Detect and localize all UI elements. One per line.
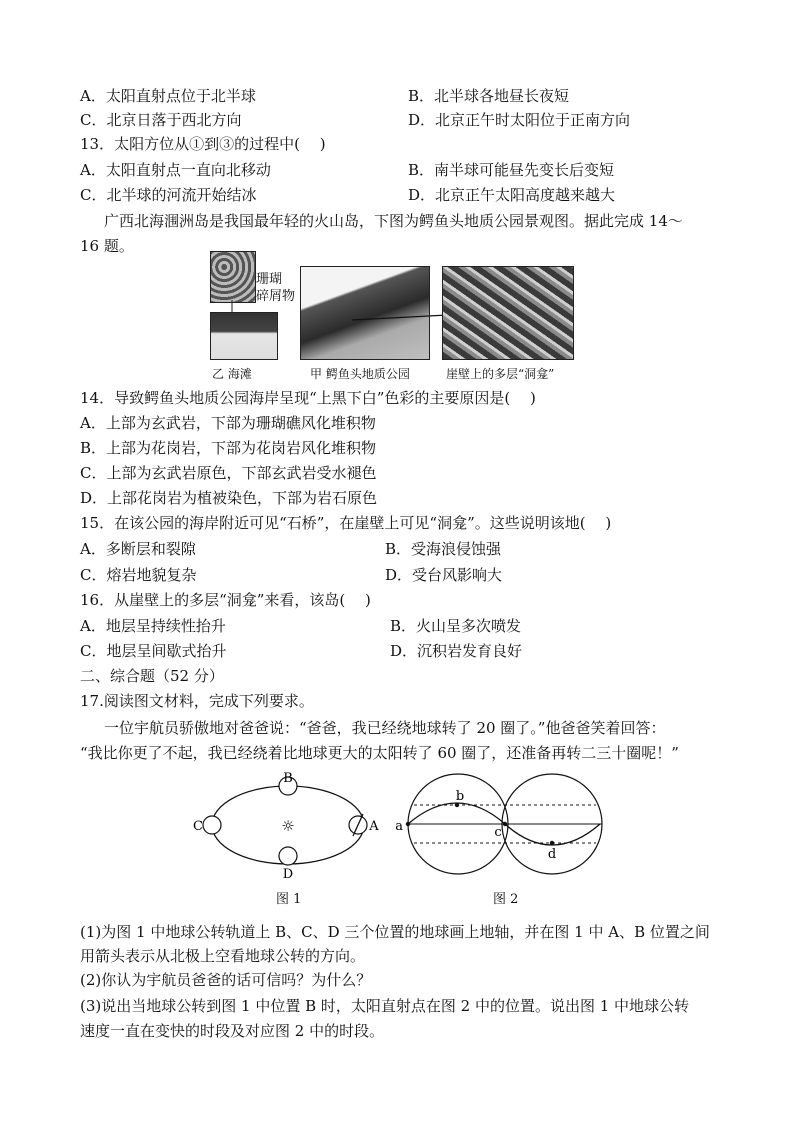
q17-sub3-line-2: 速度一直在变快的时段及对应图 2 中的时段。 — [80, 1022, 385, 1040]
figure-1-caption: 图 1 — [276, 892, 302, 907]
coral-label-2: 碎屑物 — [256, 289, 296, 304]
label-d-point: d — [547, 847, 557, 862]
intro-line-2: 16 题。 — [80, 237, 134, 255]
q17-sub1-line-2: 用箭头表示从北极上空看地球公转的方向。 — [80, 947, 366, 965]
q17-para-1: 一位宇航员骄傲地对爸爸说：“爸爸，我已经绕地球转了 20 圈了。”他爸爸笑着回答： — [104, 719, 666, 737]
q13-stem: 13．太阳方位从①到③的过程中( ) — [80, 135, 326, 153]
q13-option-c: C．北半球的河流开始结冰 — [80, 186, 257, 204]
q15-option-b: B．受海浪侵蚀强 — [385, 540, 502, 558]
beach-photo — [210, 312, 278, 360]
section-2-heading: 二、综合题（52 分） — [80, 667, 224, 685]
q12-option-a: A．太阳直射点位于北半球 — [80, 87, 256, 105]
q17-sub1-line-1: (1)为图 1 中地球公转轨道上 B、C、D 三个位置的地球画上地轴，并在图 1 中 A、B 位置之间 — [80, 923, 710, 941]
q13-option-d: D．北京正午太阳高度越来越大 — [408, 186, 616, 204]
q17-para-2: “我比你更了不起，我已经绕着比地球更大的太阳转了 60 圈了，还准备再转二三十圈呢！” — [80, 744, 679, 762]
label-c-point: c — [494, 825, 502, 840]
q17-sub3-line-1: (3)说出当地球公转到图 1 中位置 B 时，太阳直射点在图 2 中的位置。说出图 1 中地球公转 — [80, 997, 690, 1015]
q17-sub2: (2)你认为宇航员爸爸的话可信吗？为什么？ — [80, 971, 372, 989]
earth-position-d — [279, 847, 297, 865]
label-c: C — [193, 819, 203, 834]
caption-cliff: 崖壁上的多层“洞龛” — [446, 367, 555, 381]
q16-option-b: B．火山呈多次喷发 — [390, 617, 522, 635]
q13-option-b: B．南半球可能昼先变长后变短 — [408, 161, 615, 179]
label-b-point: b — [455, 789, 465, 804]
coral-label-1: 珊瑚 — [256, 272, 283, 287]
figure-2-caption: 图 2 — [493, 892, 519, 907]
earth-position-c — [203, 816, 221, 834]
q15-stem: 15．在该公园的海岸附近可见“石桥”，在崖壁上可见“洞龛”。这些说明该地( ) — [80, 514, 612, 532]
label-a-point: a — [395, 819, 403, 834]
q16-stem: 16．从崖壁上的多层“洞龛”来看，该岛( ) — [80, 591, 371, 609]
q14-option-a: A．上部为玄武岩，下部为珊瑚礁风化堆积物 — [80, 414, 376, 432]
q12-option-c: C．北京日落于西北方向 — [80, 111, 242, 129]
label-a: A — [369, 819, 379, 834]
q14-option-d: D．上部花岗岩为植被染色，下部为岩石原色 — [80, 489, 378, 507]
q15-option-d: D．受台风影响大 — [385, 566, 503, 584]
q14-option-b: B．上部为花岗岩，下部为花岗岩风化堆积物 — [80, 439, 377, 457]
q15-option-c: C．熔岩地貌复杂 — [80, 566, 197, 584]
caption-yi: 乙 海滩 — [212, 367, 252, 381]
q16-option-a: A．地层呈持续性抬升 — [80, 617, 226, 635]
q17-stem: 17.阅读图文材料，完成下列要求。 — [80, 692, 314, 710]
q13-option-a: A．太阳直射点一直向北移动 — [80, 161, 271, 179]
q12-option-b: B．北半球各地昼长夜短 — [408, 87, 570, 105]
sun-icon: ☼ — [281, 817, 295, 835]
label-b: B — [283, 771, 293, 786]
q16-option-c: C．地层呈间歇式抬升 — [80, 642, 227, 660]
q16-option-d: D．沉积岩发育良好 — [390, 642, 523, 660]
figure-1-orbit-diagram — [190, 770, 390, 880]
q15-option-a: A．多断层和裂隙 — [80, 540, 196, 558]
intro-line-1: 广西北海涠洲岛是我国最年轻的火山岛，下图为鳄鱼头地质公园景观图。据此完成 14～ — [104, 212, 683, 230]
cliff-niches-photo — [442, 266, 574, 360]
figure-2-direct-point-diagram — [395, 772, 606, 878]
coral-debris-photo — [210, 251, 256, 303]
q14-stem: 14．导致鳄鱼头地质公园海岸呈现“上黑下白”色彩的主要原因是( ) — [80, 389, 536, 407]
q14-option-c: C．上部为玄武岩原色，下部玄武岩受水褪色 — [80, 464, 377, 482]
label-d: D — [282, 867, 294, 882]
caption-jia: 甲 鳄鱼头地质公园 — [310, 367, 410, 381]
q12-option-d: D．北京正午时太阳位于正南方向 — [408, 111, 631, 129]
